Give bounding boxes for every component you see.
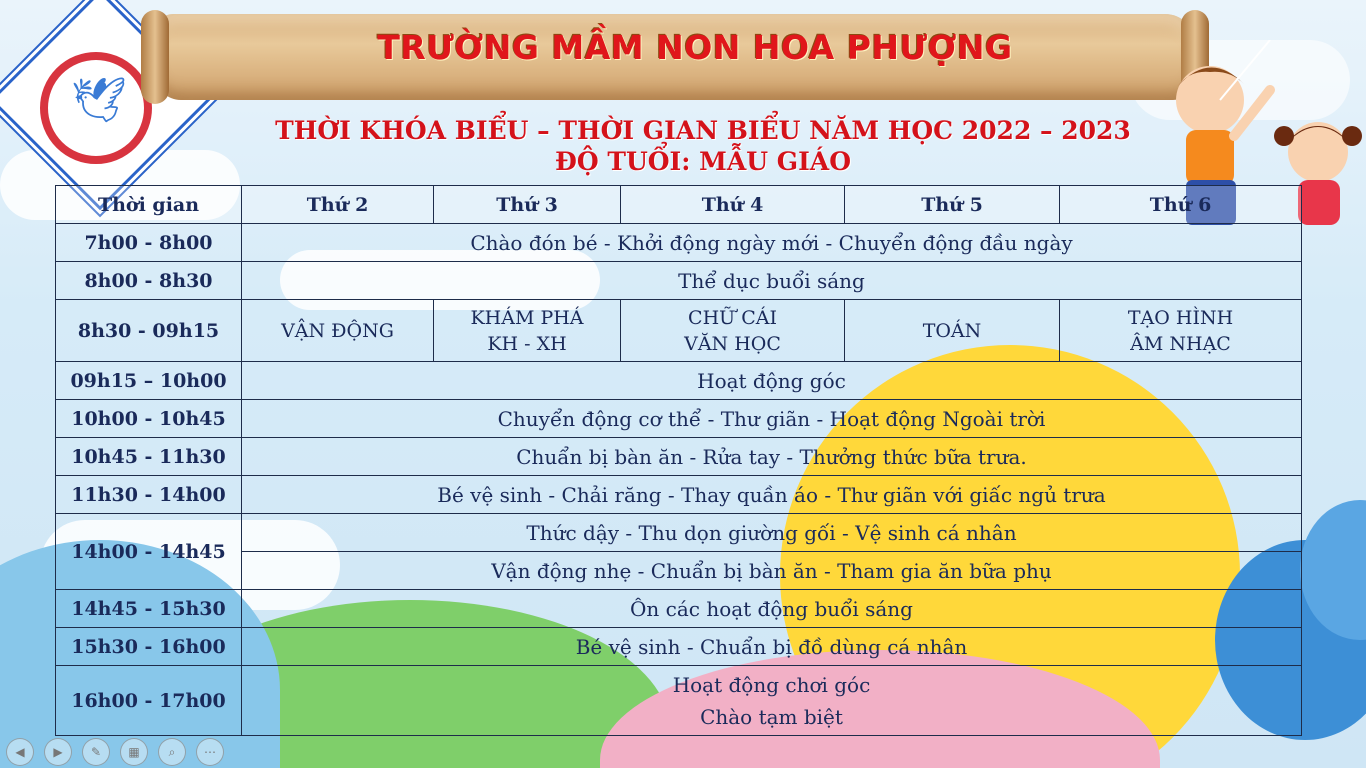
slides-icon[interactable]: ▦ [120, 738, 148, 766]
subject-line: VẬN ĐỘNG [281, 319, 394, 342]
subject-friday [1060, 300, 1302, 362]
subject-monday [242, 300, 434, 362]
header-thursday: Thứ 5 [845, 186, 1060, 224]
time-cell: 15h30 - 16h00 [56, 628, 242, 666]
subject-wednesday [621, 300, 845, 362]
activity-cell: Chào đón bé - Khởi động ngày mới - Chuyển động đầu ngày [242, 224, 1302, 262]
header-wednesday: Thứ 4 [621, 186, 845, 224]
time-cell: 16h00 - 17h00 [56, 666, 242, 736]
activity-cell: Chuẩn bị bàn ăn - Rửa tay - Thưởng thức bữa trưa. [242, 438, 1302, 476]
table-row [56, 552, 1302, 590]
subject-line: TẠO HÌNH [1127, 306, 1234, 329]
table-row [56, 262, 1302, 300]
time-cell: 09h15 – 10h00 [56, 362, 242, 400]
time-cell: 14h00 - 14h45 [56, 514, 242, 590]
subject-thursday [845, 300, 1060, 362]
table-row [56, 362, 1302, 400]
time-cell: 10h45 - 11h30 [56, 438, 242, 476]
subject-line: ÂM NHẠC [1130, 332, 1231, 355]
table-row [56, 476, 1302, 514]
age-group-title: ĐỘ TUỔI: MẪU GIÁO [555, 147, 851, 176]
subject-tuesday [434, 300, 621, 362]
pen-icon[interactable]: ✎ [82, 738, 110, 766]
header-monday: Thứ 2 [242, 186, 434, 224]
time-cell: 11h30 - 14h00 [56, 476, 242, 514]
activity-cell: Vận động nhẹ - Chuẩn bị bàn ăn - Tham gia ăn bữa phụ [242, 552, 1302, 590]
dove-icon: 🕊 [71, 75, 127, 126]
subject-line: KH - XH [487, 332, 567, 355]
activity-cell [242, 666, 1302, 736]
table-row [56, 666, 1302, 736]
table-row [56, 438, 1302, 476]
time-cell: 14h45 - 15h30 [56, 590, 242, 628]
table-row [56, 300, 1302, 362]
activity-cell: Bé vệ sinh - Chuẩn bị đồ dùng cá nhân [242, 628, 1302, 666]
subject-line: VĂN HỌC [684, 332, 781, 355]
activity-line: Chào tạm biệt [700, 704, 843, 729]
activity-cell: Ôn các hoạt động buổi sáng [242, 590, 1302, 628]
header-time: Thời gian [56, 186, 242, 224]
subject-line: CHỮ CÁI [688, 306, 777, 329]
activity-cell: Thức dậy - Thu dọn giường gối - Vệ sinh cá nhân [242, 514, 1302, 552]
next-icon[interactable]: ▶ [44, 738, 72, 766]
more-icon[interactable]: ⋯ [196, 738, 224, 766]
subject-line: KHÁM PHÁ [470, 306, 584, 329]
slideshow-controls [6, 738, 234, 766]
activity-cell: Hoạt động góc [242, 362, 1302, 400]
table-row [56, 514, 1302, 552]
activity-cell: Bé vệ sinh - Chải răng - Thay quần áo - Thư giãn với giấc ngủ trưa [242, 476, 1302, 514]
time-cell: 10h00 - 10h45 [56, 400, 242, 438]
time-cell: 7h00 - 8h00 [56, 224, 242, 262]
table-row [56, 590, 1302, 628]
time-cell: 8h00 - 8h30 [56, 262, 242, 300]
table-row [56, 628, 1302, 666]
activity-line: Hoạt động chơi góc [672, 672, 871, 697]
activity-cell: Thể dục buổi sáng [242, 262, 1302, 300]
time-cell: 8h30 - 09h15 [56, 300, 242, 362]
school-name: TRƯỜNG MẦM NON HOA PHƯỢNG [377, 28, 1013, 67]
schedule-title: THỜI KHÓA BIỂU – THỜI GIAN BIỂU NĂM HỌC 2022 – 2023 [275, 116, 1131, 145]
subject-line: TOÁN [922, 319, 982, 342]
activity-cell: Chuyển động cơ thể - Thư giãn - Hoạt động Ngoài trời [242, 400, 1302, 438]
table-row [56, 224, 1302, 262]
table-header-row [56, 186, 1302, 224]
header-friday: Thứ 6 [1060, 186, 1302, 224]
header-tuesday: Thứ 3 [434, 186, 621, 224]
table-row [56, 400, 1302, 438]
zoom-icon[interactable]: ⌕ [158, 738, 186, 766]
prev-icon[interactable]: ◀ [6, 738, 34, 766]
schedule-table [55, 185, 1302, 736]
